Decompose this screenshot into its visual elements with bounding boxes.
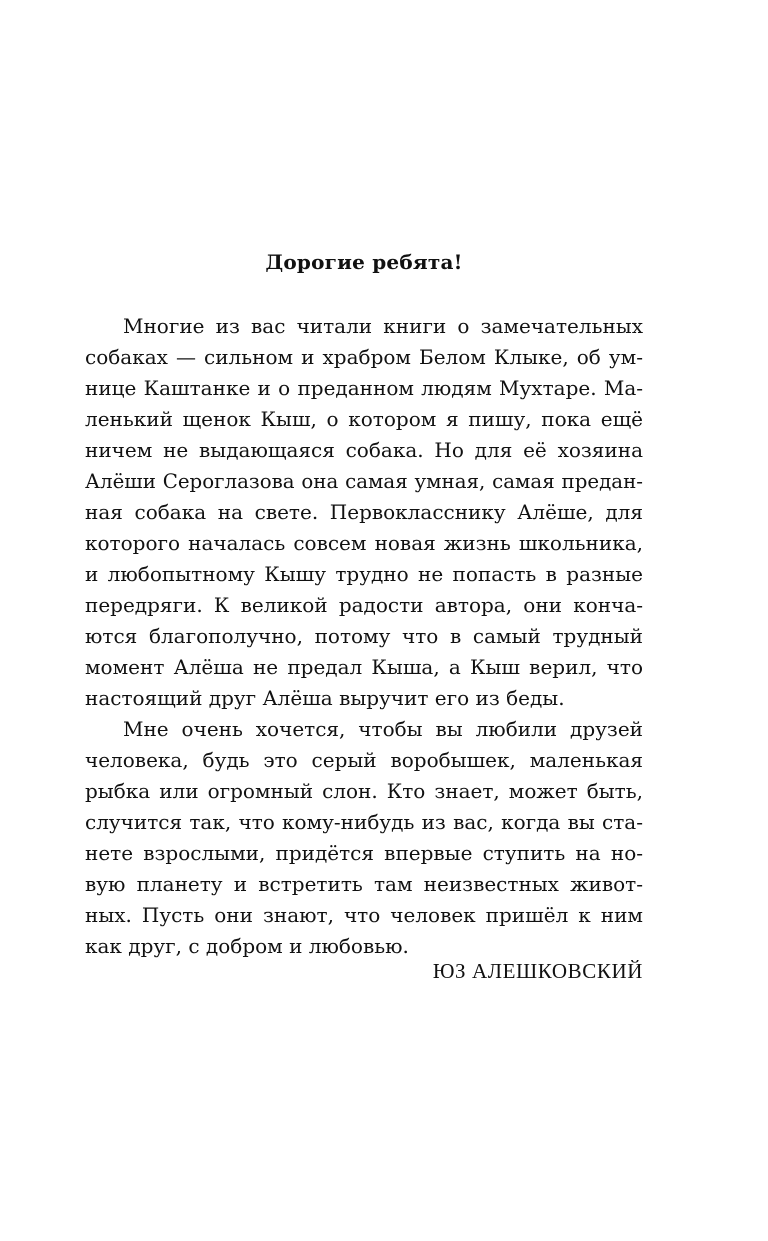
text-line: Алёши Сероглазова она самая умная, самая предан- [85, 470, 643, 493]
text-line: которого началась совсем новая жизнь школьника, [85, 531, 643, 555]
text-line: настоящий друг Алёша выручит его из беды. [85, 686, 565, 710]
text-line: и любопытному Кышу трудно не попасть в разные [85, 562, 643, 586]
paragraph-2 [85, 714, 643, 962]
body-text [85, 311, 643, 962]
text-line: ная собака на свете. Первокласснику Алёше, для [85, 500, 643, 524]
text-line: как друг, с добром и любовью. [85, 934, 409, 958]
text-line: собаках — сильном и храбром Белом Клыке, об ум- [85, 345, 643, 369]
text-line: случится так, что кому-нибудь из вас, когда вы ста- [85, 810, 643, 834]
text-line: передряги. К великой радости автора, они конча- [85, 593, 643, 617]
text-line: ных. Пусть они знают, что человек пришёл к ним [85, 903, 643, 927]
text-line: нете взрослыми, придётся впервые ступить на но- [85, 841, 643, 865]
text-line: человека, будь это серый воробышек, маленькая [85, 748, 643, 772]
paragraph-1 [85, 311, 643, 714]
page-title: Дорогие ребята! [265, 250, 463, 274]
text-line: ются благополучно, потому что в самый трудный [85, 624, 643, 648]
text-line: ничем не выдающаяся собака. Но для её хозяина [85, 438, 643, 462]
text-line: ленький щенок Кыш, о котором я пишу, пока ещё [85, 407, 643, 431]
text-line: вую планету и встретить там неизвестных живот- [85, 872, 643, 896]
text-line: рыбка или огромный слон. Кто знает, может быть, [85, 779, 643, 803]
text-line: нице Каштанке и о преданном людям Мухтаре. Ма- [85, 376, 643, 400]
text-line: Многие из вас читали книги о замечательных [123, 314, 643, 338]
author-signature: ЮЗ АЛЕШКОВСКИЙ [432, 959, 643, 983]
text-line: Мне очень хочется, чтобы вы любили друзей [123, 717, 643, 741]
text-line: момент Алёша не предал Кыша, а Кыш верил, что [85, 655, 643, 679]
